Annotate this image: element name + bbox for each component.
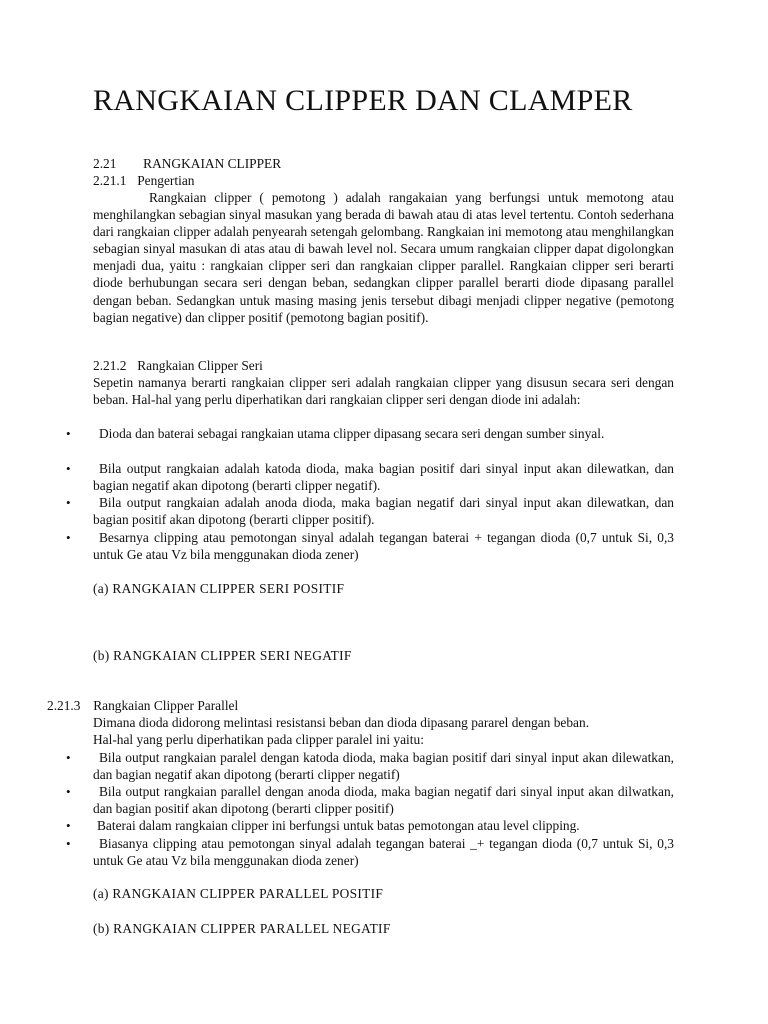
section-heading-2-21-2 <box>93 357 263 374</box>
section-heading-2-21 <box>93 155 281 172</box>
bullet-marker: • <box>66 461 71 476</box>
section-heading-2-21-1 <box>93 172 194 189</box>
section-number: 2.21.3 <box>47 698 81 713</box>
figure-caption-parallel-positif: (a) RANGKAIAN CLIPPER PARALLEL POSITIF <box>93 886 384 901</box>
seri-intro-paragraph: Sepetin namanya berarti rangkaian clipper seri adalah rangkaian clipper yang disusun secara seri dengan beban. Hal-hal yang perlu diperhatikan dari rangkaian clipper seri dengan diode ini adalah: <box>93 375 674 408</box>
figure-caption-seri-negatif: (b) RANGKAIAN CLIPPER SERI NEGATIF <box>93 648 352 663</box>
section-label: Rangkaian Clipper Parallel <box>93 698 239 713</box>
figure-caption-parallel-negatif: (b) RANGKAIAN CLIPPER PARALLEL NEGATIF <box>93 921 391 936</box>
section-number: 2.21 <box>93 156 117 171</box>
figure-caption-seri-positif: (a) RANGKAIAN CLIPPER SERI POSITIF <box>93 581 345 596</box>
bullet-marker: • <box>66 784 71 799</box>
parallel-bullet-item: Bila output rangkaian parallel dengan anoda dioda, maka bagian negatif dari sinyal input akan dilwatkan, dan bagian positif akan dipotong (berarti clipper positif) <box>93 784 674 817</box>
section-label: Rangkaian Clipper Seri <box>137 358 263 373</box>
parallel-intro-line: Dimana dioda didorong melintasi resistansi beban dan dioda dipasang pararel dengan beban. <box>93 715 590 730</box>
document-title: RANGKAIAN CLIPPER DAN CLAMPER <box>93 84 633 117</box>
section-number: 2.21.1 <box>93 173 127 188</box>
section-label: RANGKAIAN CLIPPER <box>143 156 282 171</box>
seri-bullet-item: Dioda dan baterai sebagai rangkaian utama clipper dipasang secara seri dengan sumber sinyal. <box>99 426 605 441</box>
seri-bullet-item: Bila output rangkaian adalah katoda dioda, maka bagian positif dari sinyal input akan dilewatkan, dan bagian negatif akan dipotong (berarti clipper negatif). <box>93 461 674 494</box>
parallel-bullet-item: Biasanya clipping atau pemotongan sinyal adalah tegangan baterai _+ tegangan dioda (0,7 untuk Si, 0,3 untuk Ge atau Vz bila menggunakan dioda zener) <box>93 836 674 869</box>
section-number: 2.21.2 <box>93 358 127 373</box>
section-heading-2-21-3 <box>47 697 238 714</box>
bullet-marker: • <box>66 530 71 545</box>
parallel-bullet-item: Baterai dalam rangkaian clipper ini berfungsi untuk batas pemotongan atau level clipping. <box>97 818 580 833</box>
parallel-intro-line: Hal-hal yang perlu diperhatikan pada clipper paralel ini yaitu: <box>93 732 424 747</box>
bullet-marker: • <box>66 495 71 510</box>
bullet-marker: • <box>66 836 71 851</box>
bullet-marker: • <box>66 818 71 833</box>
parallel-bullet-item: Bila output rangkaian paralel dengan katoda dioda, maka bagian positif dari sinyal input akan dilewatkan, dan bagian negatif akan dipotong (berarti clipper negatif) <box>93 750 674 783</box>
seri-bullet-item: Bila output rangkaian adalah anoda dioda, maka bagian negatif dari sinyal input akan dilewatkan, dan bagian positif akan dipotong (berarti clipper positif). <box>93 495 674 528</box>
pengertian-text: Rangkaian clipper ( pemotong ) adalah rangakaian yang berfungsi untuk memotong atau menghilangkan sebagian sinyal masukan yang berada di bawah atau di atas level tertentu. Contoh sederhana dari rangkaian clipper adalah penyearah setengah gelombang. Rangkaian ini memotong atau menghilangkan sebagian sinyal masukan di atas atau di bawah level nol. Secara umum rangkaian clipper dapat digolongkan menjadi dua, yaitu : rangkaian clipper seri dan rangkaian clipper parallel. Rangkaian clipper seri berarti diode berhubungan secara seri dengan beban, sedangkan clipper parallel berarti diode dipasang parallel dengan beban. Sedangkan untuk masing masing jenis tersebut dibagi menjadi clipper negative (pemotong bagian negative) dan clipper positif (pemotong bagian positif). <box>93 190 674 325</box>
bullet-marker: • <box>66 750 71 765</box>
seri-bullet-item: Besarnya clipping atau pemotongan sinyal adalah tegangan baterai + tegangan dioda (0,7 untuk Si, 0,3 untuk Ge atau Vz bila menggunakan dioda zener) <box>93 530 674 563</box>
section-label: Pengertian <box>137 173 195 188</box>
pengertian-paragraph <box>93 189 674 326</box>
bullet-marker: • <box>66 426 71 441</box>
